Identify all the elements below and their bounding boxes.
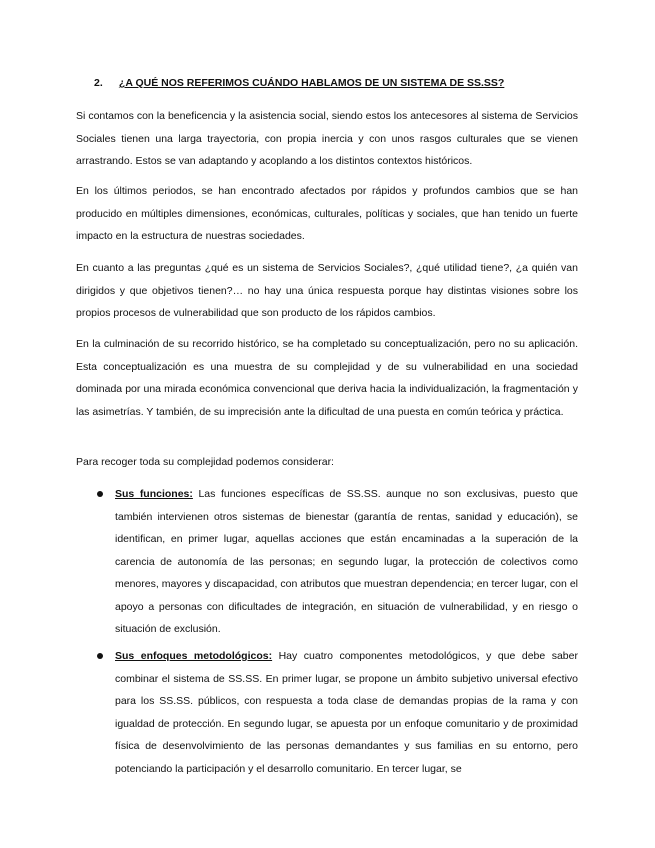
section-heading [94, 77, 504, 89]
paragraph-consider: Para recoger toda su complejidad podemos considerar: [76, 456, 334, 468]
paragraph-culmination: En la culminación de su recorrido histórico, se ha completado su conceptualización, pero no su aplicación. Esta conceptualización es una muestra de su complejidad y de su vulnerabilidad en una sociedad dominada por una mirada económica convencional que deriva hacia la individualización, la fragmentación y las asimetrías. Y también, de su imprecisión ante la dificultad de una puesta en común teórica y práctica. [76, 338, 578, 418]
paragraph-questions: En cuanto a las preguntas ¿qué es un sistema de Servicios Sociales?, ¿qué utilidad tiene?, ¿a quién van dirigidos y que objetivos tienen?… no hay una única respuesta porque hay distintas visiones sobre los propios procesos de vulnerabilidad que son producto de los rápidos cambios. [76, 262, 578, 319]
bullet-functions-term: Sus funciones: [115, 488, 193, 500]
section-title: ¿A QUÉ NOS REFERIMOS CUÁNDO HABLAMOS DE UN SISTEMA DE SS.SS? [118, 77, 505, 89]
bullet-dot-icon [97, 653, 103, 659]
paragraph-intro: Si contamos con la beneficencia y la asistencia social, siendo estos los antecesores al sistema de Servicios Sociales tienen una larga trayectoria, con propia inercia y con unos rasgos culturales que se vienen arrastrando. Estos se van adaptando y acoplando a los distintos contextos históricos. [76, 110, 578, 167]
bullet-dot-icon [97, 491, 103, 497]
bullet-methodology-term: Sus enfoques metodológicos: [115, 650, 273, 662]
paragraph-recent-changes: En los últimos periodos, se han encontrado afectados por rápidos y profundos cambios que se han producido en múltiples dimensiones, económicas, culturales, políticas y sociales, que han tenido un fuerte impacto en la estructura de nuestras sociedades. [76, 185, 578, 242]
bullet-methodology-body: Hay cuatro componentes metodológicos, y que debe saber combinar el sistema de SS.SS. En primer lugar, se propone un ámbito subjetivo universal efectivo para los SS.SS. públicos, con respuesta a toda clase de demandas propias de la rama y con igualdad de protección. En segundo lugar, se apuesta por un enfoque comunitario y de proximidad física de desenvolvimiento de las personas demandantes y sus familias en su entorno, pero potenciando la participación y el desarrollo comunitario. En tercer lugar, se [115, 650, 578, 775]
bullet-functions-text [115, 483, 578, 641]
section-number: 2. [94, 77, 103, 89]
bullet-functions-body: Las funciones específicas de SS.SS. aunque no son exclusivas, puesto que también intervienen otros sistemas de bienestar (garantía de rentas, sanidad y educación), se identifican, en primer lugar, aquellas acciones que están encaminadas a la superación de la carencia de autonomía de las personas; en segundo lugar, la protección de colectivos como menores, mayores y discapacidad, con atributos que muestran dependencia; en tercer lugar, con el apoyo a personas con dificultades de integración, en situación de vulnerabilidad, y en riesgo o situación de exclusión. [115, 488, 579, 635]
bullet-methodology-text [115, 645, 578, 780]
